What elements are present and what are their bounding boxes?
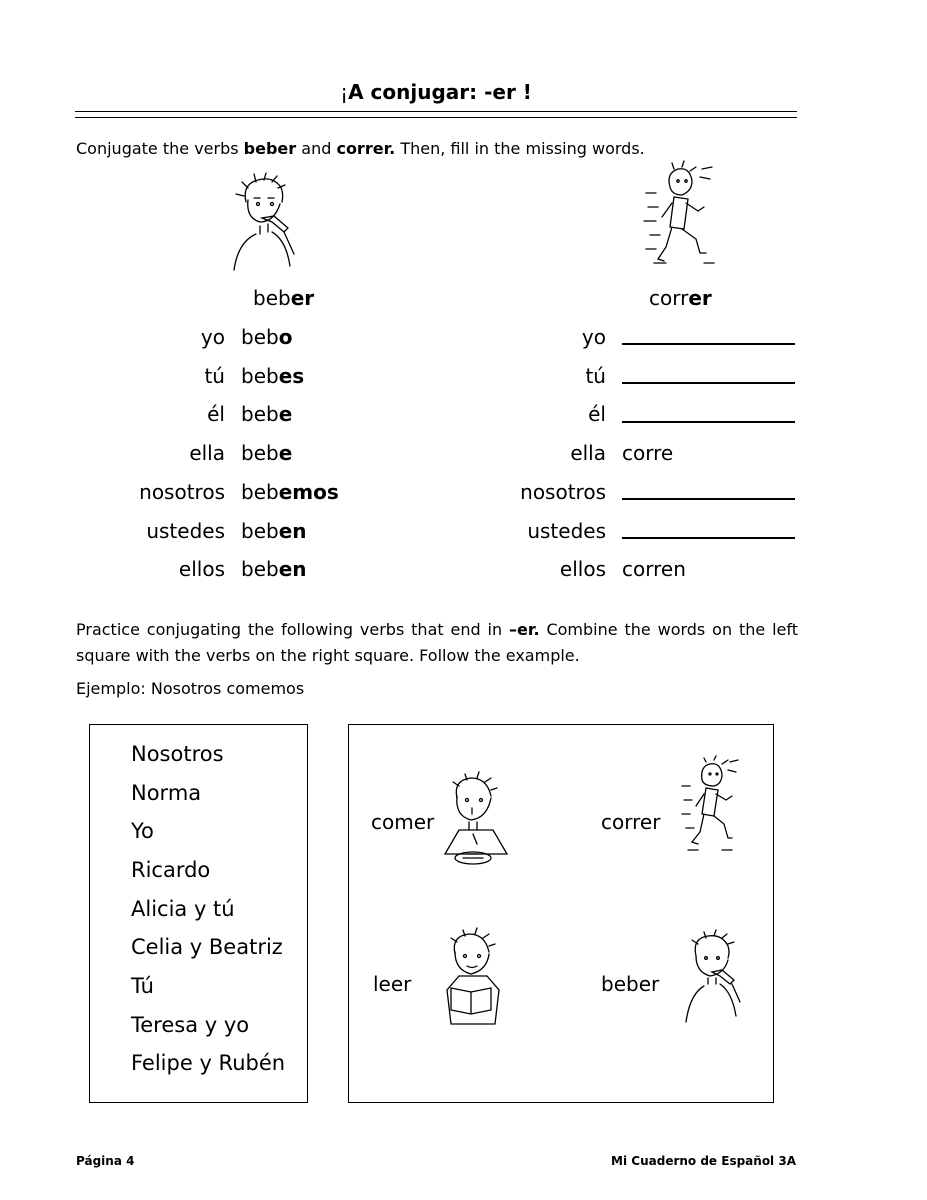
answer-blank[interactable] [622, 537, 795, 539]
subject-item: Norma [131, 781, 202, 805]
subject-item: Nosotros [131, 742, 224, 766]
correr-pronoun: él [588, 402, 606, 426]
instr2-ending: –er. [509, 620, 540, 639]
answer-blank[interactable] [622, 421, 795, 423]
title-main: A conjugar: -er ! [348, 80, 532, 104]
instr1-text-b: and [296, 139, 337, 158]
form-stem: beb [241, 325, 279, 349]
instr2-text-b: Combine the words on the left square with the verbs on the right square. Follow the example. [76, 620, 799, 665]
beber-pronoun: ellos [178, 557, 225, 581]
beber-pronoun: tú [204, 364, 225, 388]
subject-item: Celia y Beatriz [131, 935, 283, 959]
form-ending: e [278, 402, 293, 426]
verb-label-leer: leer [373, 972, 412, 996]
form-ending: en [278, 557, 307, 581]
beber-heading [253, 286, 314, 310]
title-prefix: ¡ [340, 80, 349, 104]
boy-drinking-icon [684, 932, 748, 1024]
instructions-1 [76, 139, 645, 158]
form-stem: beb [241, 557, 279, 581]
instr2-text-a: Practice conjugating the following verbs that end in [76, 620, 510, 639]
boy-reading-icon [443, 930, 503, 1026]
beber-heading-ending: er [290, 286, 315, 310]
beber-form [241, 557, 307, 581]
correr-pronoun: yo [581, 325, 606, 349]
correr-pronoun: tú [585, 364, 606, 388]
answer-blank[interactable] [622, 498, 795, 500]
beber-form [241, 364, 304, 388]
correr-heading-stem: corr [649, 286, 689, 310]
verb-label-correr: correr [601, 810, 661, 834]
page-title [0, 80, 872, 104]
form-ending: emos [278, 480, 339, 504]
form-ending: en [278, 519, 307, 543]
subject-item: Ricardo [131, 858, 211, 882]
subject-item: Felipe y Rubén [131, 1051, 286, 1075]
instr1-verb-correr: correr. [336, 139, 396, 158]
form-stem: beb [241, 441, 279, 465]
subject-item: Tú [131, 974, 154, 998]
correr-pronoun: ustedes [527, 519, 606, 543]
instr1-text-a: Conjugate the verbs [76, 139, 244, 158]
beber-form [241, 519, 307, 543]
form-ending: o [278, 325, 293, 349]
form-ending: es [278, 364, 305, 388]
correr-answer: corren [622, 557, 686, 581]
instr1-verb-beber: beber [243, 139, 297, 158]
boy-running-icon [644, 163, 724, 271]
footer-page-number: Página 4 [76, 1154, 135, 1168]
instr1-text-c: Then, fill in the missing words. [395, 139, 645, 158]
example-text: Ejemplo: Nosotros comemos [76, 679, 305, 698]
beber-form [241, 325, 292, 349]
footer-book-title: Mi Cuaderno de Español 3A [611, 1154, 796, 1168]
instructions-2 [76, 617, 798, 669]
title-rule-bottom [75, 117, 797, 118]
correr-pronoun: ellos [559, 557, 606, 581]
correr-pronoun: nosotros [520, 480, 606, 504]
beber-form [241, 480, 339, 504]
answer-blank[interactable] [622, 382, 795, 384]
title-rule-top [75, 111, 797, 112]
verb-label-comer: comer [371, 810, 435, 834]
beber-pronoun: él [207, 402, 225, 426]
form-stem: beb [241, 480, 279, 504]
correr-pronoun: ella [570, 441, 606, 465]
form-stem: beb [241, 519, 279, 543]
boy-drinking-icon [228, 174, 308, 274]
boy-running-icon [682, 758, 742, 858]
correr-heading [649, 286, 712, 310]
correr-answer: corre [622, 441, 674, 465]
beber-form [241, 402, 292, 426]
beber-pronoun: ustedes [146, 519, 225, 543]
form-ending: e [278, 441, 293, 465]
subject-item: Yo [131, 819, 154, 843]
beber-pronoun: ella [189, 441, 225, 465]
answer-blank[interactable] [622, 343, 795, 345]
beber-pronoun: nosotros [139, 480, 225, 504]
beber-form [241, 441, 292, 465]
form-stem: beb [241, 364, 279, 388]
subject-item: Alicia y tú [131, 897, 235, 921]
verb-label-beber: beber [601, 972, 660, 996]
form-stem: beb [241, 402, 279, 426]
boy-eating-icon [443, 774, 509, 864]
beber-heading-stem: beb [253, 286, 291, 310]
subject-item: Teresa y yo [131, 1013, 250, 1037]
beber-pronoun: yo [200, 325, 225, 349]
correr-heading-ending: er [688, 286, 712, 310]
